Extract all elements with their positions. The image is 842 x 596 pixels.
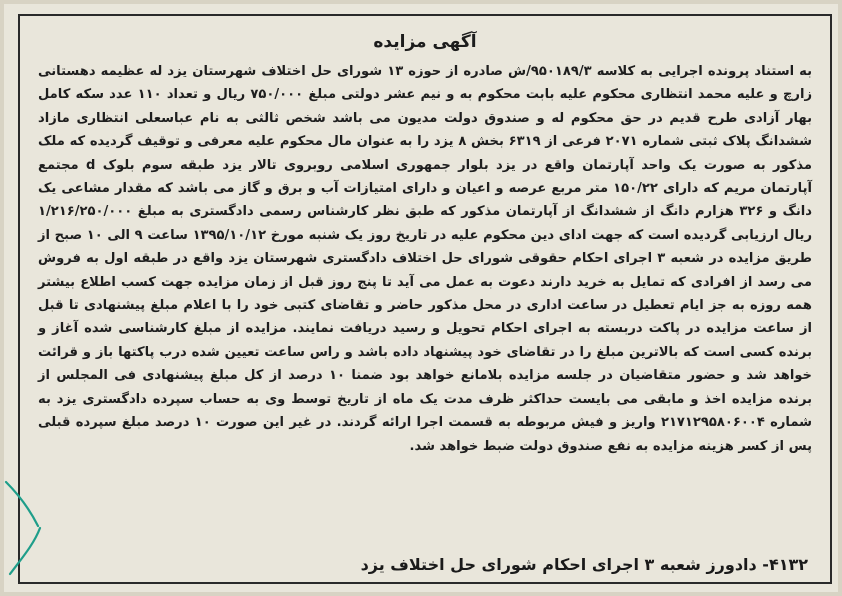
notice-border xyxy=(18,14,832,584)
newspaper-clipping xyxy=(4,4,838,592)
notice-body: به استناد پرونده اجرایی به کلاسه ۹۵۰۱۸۹/۳/ش صادره از حوزه ۱۳ شورای حل اختلاف شهرستان یزد له عظیمه دهستانی زارچ و علیه محمد انتظاری محکوم علیه بابت محکوم به و نیم عشر دولتی مبلغ ۷۵۰/۰۰۰ ریال و تعداد ۱۱۰ عدد سکه کامل بهار آزادی طرح قدیم در حق محکوم له و صندوق دولت مدیون می باشد شخص ثالثی به نام عباسعلی انتظاری مازاد ششدانگ پلاک ثبتی شماره ۲۰۷۱ فرعی از ۶۳۱۹ بخش ۸ یزد را به عنوان مال محکوم علیه معرفی و توقیف گردیده که ملک مذکور به صورت یک واحد آپارتمان واقع در یزد بلوار جمهوری اسلامی روبروی تالار یزد طبقه سوم بلوک d مجتمع آپارتمان مریم که دارای ۱۵۰/۲۲ متر مربع عرصه و اعیان و دارای امتیازات آب و برق و گاز می باشد که مقدار مشاعی یک دانگ و ۳۲۶ هزارم دانگ از ششدانگ از آپارتمان مذکور که طبق نظر کارشناس رسمی دادگستری به مبلغ ۱/۲۱۶/۲۵۰/۰۰۰ ریال ارزیابی گردیده است که جهت ادای دین محکوم علیه در تاریخ روز یک شنبه مورخ ۱۳۹۵/۱۰/۱۲ ساعت ۹ الی ۱۰ صبح از طریق مزایده در شعبه ۳ اجرای احکام حقوقی شورای حل اختلاف دادگستری شهرستان یزد واقع در طبقه اول به فروش می رسد از افرادی که تمایل به خرید دارند دعوت به عمل می آید تا پنج روز قبل از زمان مزایده جهت کسب اطلاع بیشتر همه روزه به جز ایام تعطیل در ساعت اداری در محل مذکور حاضر و تقاضای کتبی خود را با اعلام مبلغ پیشنهادی تا قبل از ساعت مزایده در پاکت دربسته به اجرای احکام تحویل و رسید دریافت نمایند. مزایده از مبلغ کارشناسی شده آغاز و برنده کسی است که بالاترین مبلغ را در تقاضای خود پیشنهاد داده باشد و راس ساعت تعیین شده درب پاکتها باز و قرائت خواهد شد و حضور متقاضیان در جلسه مزایده بلامانع خواهد بود ضمنا ۱۰ درصد از کل مبلغ پیشنهادی فی المجلس از برنده مزایده اخذ و مابقی می بایست حداکثر ظرف مدت یک ماه از تاریخ توسط وی به حساب سپرده دادگستری یزد به شماره ۲۱۷۱۲۹۵۸۰۶۰۰۴ واریز و فیش مربوطه به قسمت اجرا ارائه گردند. در غیر این صورت ۱۰ درصد مبلغ سپرده قبلی پس از کسر هزینه مزایده به نفع صندوق دولت ضبط خواهد شد. xyxy=(38,64,813,454)
pen-mark-icon xyxy=(4,474,44,584)
notice-signature: ۴۱۳۲- دادورز شعبه ۳ اجرای احکام شورای حل اختلاف یزد xyxy=(360,555,808,574)
notice-title: آگهی مزایده xyxy=(373,32,477,52)
